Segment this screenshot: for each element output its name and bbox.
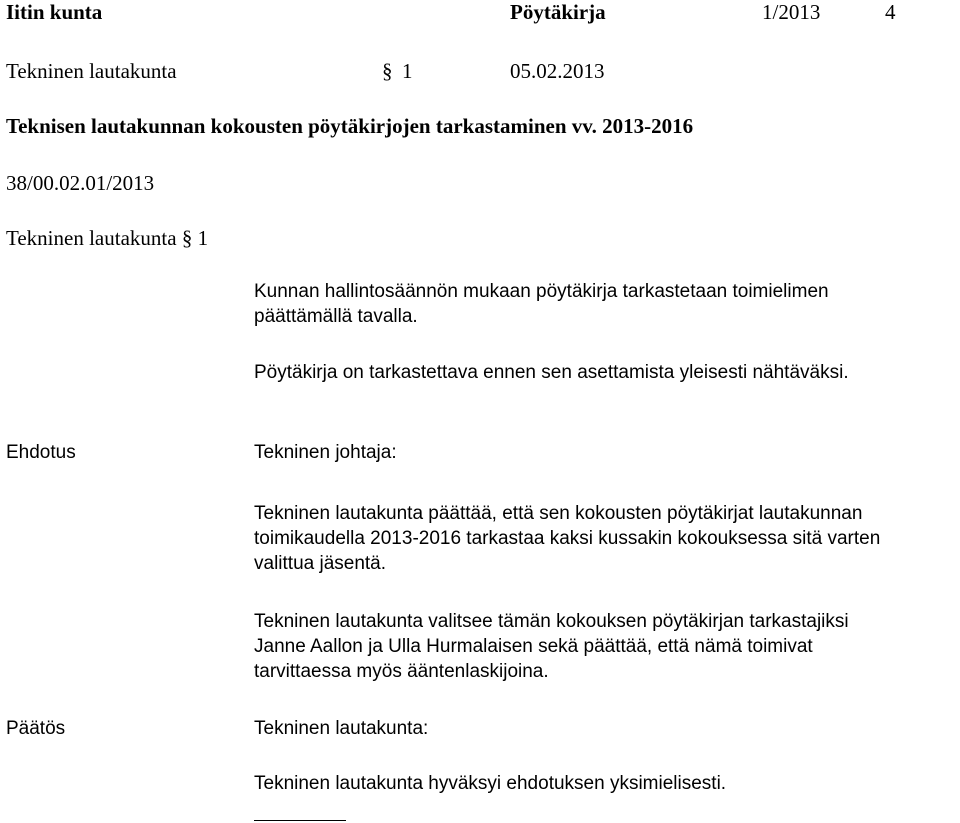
proposal-paragraph-1-line-3: valittua jäsentä.	[254, 553, 387, 574]
proposal-label: Ehdotus	[6, 442, 76, 463]
document-number: 1/2013	[762, 0, 821, 24]
committee-reference-section-number: 1	[197, 226, 209, 250]
proposal-paragraph-2-line-2: Janne Aallon ja Ulla Hurmalaisen sekä päättää, että nämä toimivat	[254, 636, 813, 657]
intro-paragraph-2-text: Pöytäkirja on tarkastettava ennen sen asettamista yleisesti nähtäväksi.	[254, 362, 849, 383]
decision-label: Päätös	[6, 718, 66, 739]
intro-paragraph-1	[254, 279, 954, 329]
municipality-name: Iitin kunta	[6, 0, 103, 24]
section-divider	[254, 820, 346, 821]
header-section-mark: §	[382, 59, 393, 83]
decision-text: Tekninen lautakunta hyväksyi ehdotuksen yksimielisesti.	[254, 773, 727, 794]
proposal-paragraph-2	[254, 609, 954, 684]
proposer: Tekninen johtaja:	[254, 442, 397, 463]
committee-reference-section-mark: §	[181, 226, 193, 250]
header-committee: Tekninen lautakunta	[6, 59, 177, 83]
committee-reference	[6, 226, 208, 250]
proposal-paragraph-1-line-2: toimikaudella 2013-2016 tarkastaa kaksi kussakin kokouksessa sitä varten	[254, 528, 881, 549]
meeting-date: 05.02.2013	[510, 59, 605, 83]
intro-paragraph-1-line-1: Kunnan hallintosäännön mukaan pöytäkirja tarkastetaan toimielimen	[254, 281, 829, 302]
header-section-number: 1	[402, 59, 413, 83]
document-type: Pöytäkirja	[510, 0, 606, 24]
page-number: 4	[885, 0, 896, 24]
proposal-paragraph-1	[254, 501, 954, 576]
proposal-paragraph-2-line-1: Tekninen lautakunta valitsee tämän kokouksen pöytäkirjan tarkastajiksi	[254, 611, 849, 632]
item-title: Teknisen lautakunnan kokousten pöytäkirjojen tarkastaminen vv. 2013-2016	[6, 114, 694, 138]
committee-reference-name: Tekninen lautakunta	[6, 226, 177, 250]
decider: Tekninen lautakunta:	[254, 718, 429, 739]
intro-paragraph-2	[254, 360, 954, 385]
proposal-paragraph-1-line-1: Tekninen lautakunta päättää, että sen kokousten pöytäkirjat lautakunnan	[254, 503, 863, 524]
proposal-paragraph-2-line-3: tarvittaessa myös ääntenlaskijoina.	[254, 661, 549, 682]
intro-paragraph-1-line-2: päättämällä tavalla.	[254, 306, 418, 327]
record-id: 38/00.02.01/2013	[6, 171, 155, 195]
